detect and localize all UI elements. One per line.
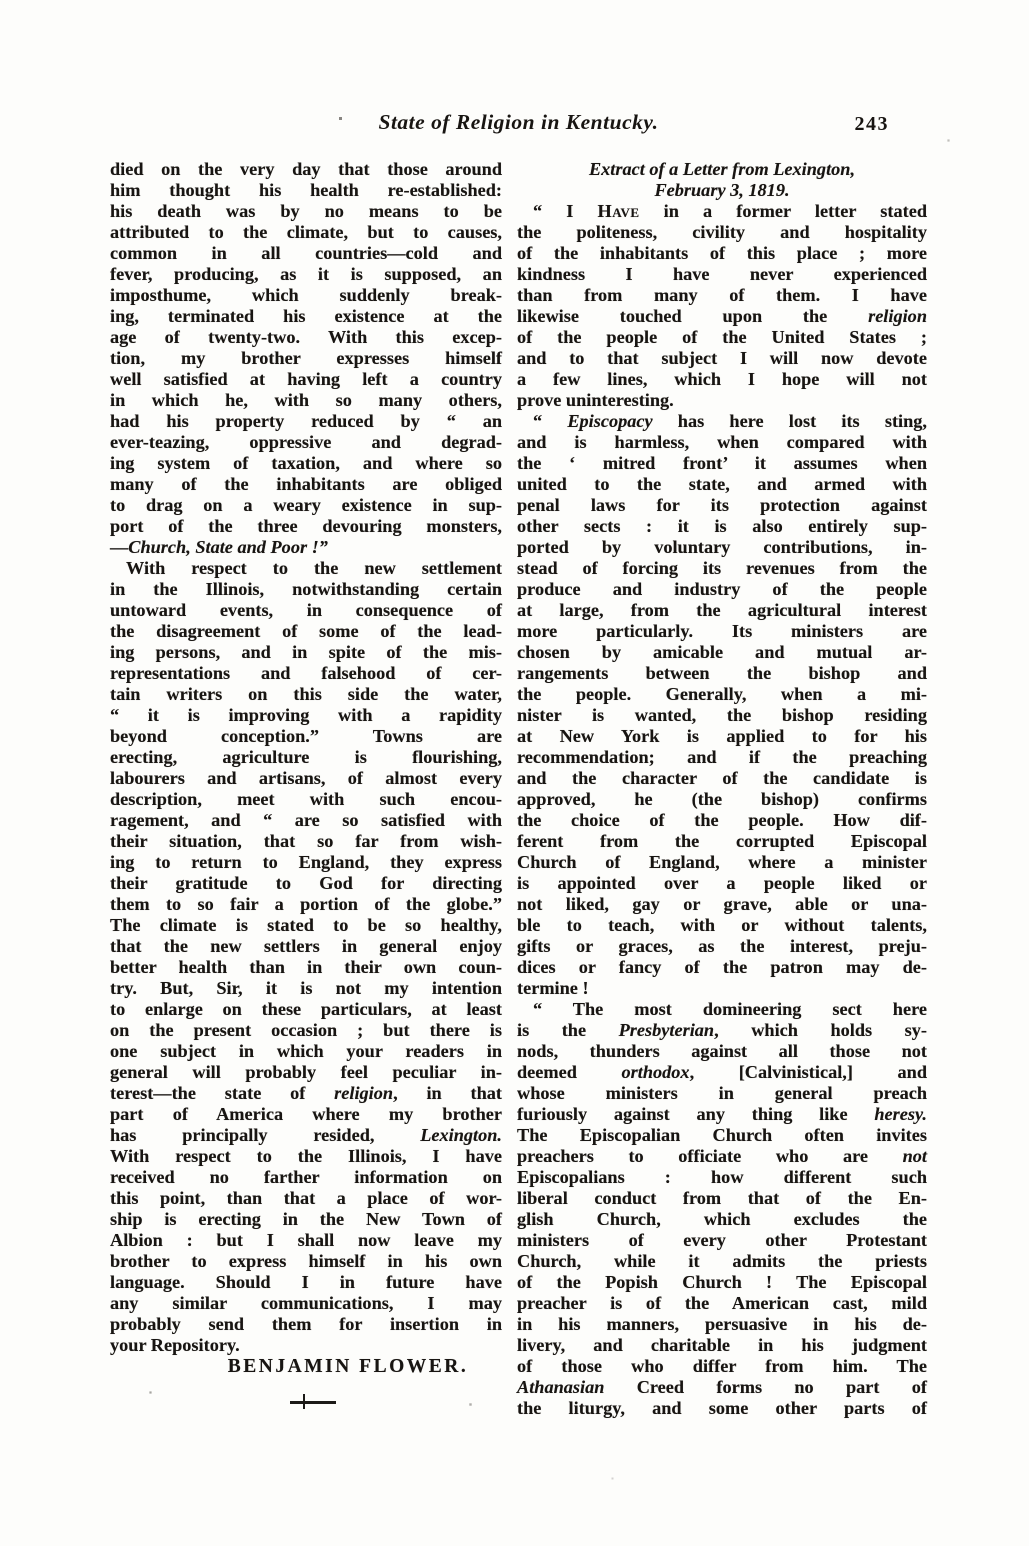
- text-segment: received no farther information on: [110, 1167, 502, 1187]
- text-line: [110, 159, 502, 180]
- text-segment: deemed: [517, 1062, 622, 1082]
- right-text-column: [517, 159, 927, 1419]
- text-segment: whose ministers in general preach: [517, 1083, 927, 1103]
- text-segment: livery, and charitable in his judgment: [517, 1335, 927, 1355]
- text-segment: , in that: [393, 1083, 502, 1103]
- text-segment: better health than in their own coun-: [110, 957, 502, 977]
- text-line: [517, 642, 927, 663]
- text-line: [517, 1230, 927, 1251]
- text-line: [517, 852, 927, 873]
- text-segment: With respect to the Illinois, I have: [110, 1146, 502, 1166]
- italic-text: Athanasian: [517, 1377, 605, 1397]
- text-segment: them to so fair a portion of the globe.”: [110, 894, 502, 914]
- text-line: [517, 663, 927, 684]
- text-line: [110, 180, 502, 201]
- text-segment: nister is wanted, the bishop residing: [517, 705, 927, 725]
- text-line: [110, 1335, 502, 1356]
- text-line: [110, 579, 502, 600]
- text-segment: is the: [517, 1020, 619, 1040]
- italic-text: religion: [334, 1083, 394, 1103]
- text-line: [110, 852, 502, 873]
- text-line: [110, 894, 502, 915]
- text-segment: the politeness, civility and hospitality: [517, 222, 927, 242]
- text-line: [517, 390, 927, 411]
- text-line: [517, 1398, 927, 1419]
- text-segment: try. But, Sir, it is not my intention: [110, 978, 502, 998]
- text-line: [517, 999, 927, 1020]
- text-segment: is appointed over a people liked or: [517, 873, 927, 893]
- text-line: [110, 915, 502, 936]
- text-line: [517, 348, 927, 369]
- text-segment: their gratitude to God for directing: [110, 873, 502, 893]
- text-segment: ing persons, and in spite of the mis-: [110, 642, 502, 662]
- text-line: [517, 684, 927, 705]
- text-segment: untoward events, in consequence of: [110, 600, 502, 620]
- text-segment: “ I: [533, 201, 598, 221]
- text-line: [110, 1041, 502, 1062]
- text-segment: rangements between the bishop and: [517, 663, 927, 683]
- text-line: [110, 516, 502, 537]
- text-segment: labourers and artisans, of almost every: [110, 768, 502, 788]
- small-caps-text: Have: [597, 201, 640, 221]
- text-segment: of the inhabitants of this place ; more: [517, 243, 927, 263]
- text-segment: beyond conception.” Towns are: [110, 726, 502, 746]
- text-line: [110, 747, 502, 768]
- text-segment: glish Church, which excludes the: [517, 1209, 927, 1229]
- text-segment: Church of England, where a minister: [517, 852, 927, 872]
- text-line: [110, 222, 502, 243]
- text-segment: With respect to the new settlement: [126, 558, 502, 578]
- text-segment: ported by voluntary contributions, in-: [517, 537, 927, 557]
- italic-text: not: [902, 1146, 927, 1166]
- text-segment: gifts or graces, as the interest, preju-: [517, 936, 927, 956]
- text-line: [110, 999, 502, 1020]
- italic-text: Episcopacy: [567, 411, 653, 431]
- text-segment: tain writers on this side the water,: [110, 684, 502, 704]
- text-segment: to enlarge on these particulars, at least: [110, 999, 502, 1019]
- text-line: [517, 285, 927, 306]
- text-segment: preacher is of the American cast, mild: [517, 1293, 927, 1313]
- italic-text: Church, State and Poor !”: [128, 537, 328, 557]
- text-segment: the liturgy, and some other parts of: [517, 1398, 927, 1418]
- text-line: [517, 621, 927, 642]
- text-segment: their situation, that so far from wish-: [110, 831, 502, 851]
- text-segment: ble to teach, with or without talents,: [517, 915, 927, 935]
- text-line: [110, 600, 502, 621]
- scan-noise-speckles: [0, 0, 1, 1]
- left-text-column: [110, 159, 502, 1404]
- text-segment: of the people of the United States ;: [517, 327, 927, 347]
- text-segment: part of America where my brother: [110, 1104, 502, 1124]
- text-segment: the people. Generally, when a mi-: [517, 684, 927, 704]
- text-line: [517, 705, 927, 726]
- text-segment: had his property reduced by “ an: [110, 411, 502, 431]
- text-segment: ing, terminated his existence at the: [110, 306, 502, 326]
- text-line: [517, 159, 927, 180]
- italic-text: Presbyterian: [618, 1020, 715, 1040]
- text-line: [110, 1020, 502, 1041]
- text-segment: Creed forms no part of: [604, 1377, 927, 1397]
- text-segment: at large, from the agricultural interest: [517, 600, 927, 620]
- text-line: [517, 894, 927, 915]
- text-line: [517, 1314, 927, 1335]
- text-line: [110, 726, 502, 747]
- text-line: [110, 1272, 502, 1293]
- text-line: [110, 684, 502, 705]
- text-line: [517, 201, 927, 222]
- text-line: [110, 1167, 502, 1188]
- text-segment: chosen by amicable and mutual ar-: [517, 642, 927, 662]
- text-line: [110, 327, 502, 348]
- text-line: [517, 1020, 927, 1041]
- text-segment: ferent from the corrupted Episcopal: [517, 831, 927, 851]
- text-segment: general will probably feel peculiar in-: [110, 1062, 502, 1082]
- text-line: [110, 978, 502, 999]
- text-segment: him thought his health re-established:: [110, 180, 502, 200]
- text-line: [110, 936, 502, 957]
- text-segment: has here lost its sting,: [652, 411, 927, 431]
- text-segment: stead of forcing its revenues from the: [517, 558, 927, 578]
- text-segment: terest—the state of: [110, 1083, 335, 1103]
- italic-text: religion: [868, 306, 927, 326]
- text-line: [517, 264, 927, 285]
- text-segment: “ it is improving with a rapidity: [110, 705, 502, 725]
- text-line: [110, 453, 502, 474]
- text-segment: ragement, and “ are so satisfied with: [110, 810, 502, 830]
- text-segment: on the present occasion ; but there is: [110, 1020, 502, 1040]
- text-segment: BENJAMIN FLOWER.: [227, 1356, 469, 1377]
- text-segment: in a former letter stated: [639, 201, 927, 221]
- text-line: [517, 327, 927, 348]
- text-line: [110, 705, 502, 726]
- running-title: State of Religion in Kentucky.: [378, 110, 659, 134]
- text-segment: attributed to the climate, but to causes,: [110, 222, 502, 242]
- text-segment: at New York is applied to for his: [517, 726, 927, 746]
- text-segment: ever-teazing, oppressive and degrad-: [110, 432, 502, 452]
- text-segment: termine !: [517, 978, 589, 998]
- text-segment: ministers of every other Protestant: [517, 1230, 927, 1250]
- text-segment: tion, my brother expresses himself: [110, 348, 502, 368]
- text-segment: in his manners, persuasive in his de-: [517, 1314, 927, 1334]
- italic-text: Extract of a Letter from Lexington,: [588, 159, 856, 179]
- text-line: [110, 558, 502, 579]
- text-line: [110, 201, 502, 222]
- text-line: [110, 789, 502, 810]
- text-segment: the ‘ mitred front’ it assumes when: [517, 453, 927, 473]
- text-segment: kindness I have never experienced: [517, 264, 927, 284]
- text-segment: a few lines, which I hope will not: [517, 369, 927, 389]
- text-line: [110, 537, 502, 558]
- text-line: [110, 495, 502, 516]
- text-line: [517, 978, 927, 999]
- text-line: [110, 264, 502, 285]
- text-line: [110, 768, 502, 789]
- text-segment: well satisfied at having left a country: [110, 369, 502, 389]
- text-segment: many of the inhabitants are obliged: [110, 474, 502, 494]
- text-line: [517, 579, 927, 600]
- section-divider-rule: [290, 1401, 336, 1404]
- italic-text: Lexington.: [420, 1125, 502, 1145]
- text-line: [517, 726, 927, 747]
- text-segment: —: [110, 537, 129, 557]
- text-line: [517, 1167, 927, 1188]
- text-segment: description, meet with such encou-: [110, 789, 502, 809]
- text-line: [110, 642, 502, 663]
- signature-line: [110, 1356, 502, 1377]
- text-segment: that the new settlers in general enjoy: [110, 936, 502, 956]
- text-segment: dices or fancy of the patron may de-: [517, 957, 927, 977]
- text-segment: more particularly. Its ministers are: [517, 621, 927, 641]
- text-segment: Albion : but I shall now leave my: [110, 1230, 502, 1250]
- text-segment: any similar communications, I may: [110, 1293, 502, 1313]
- text-segment: imposthume, which suddenly break-: [110, 285, 502, 305]
- text-line: [110, 1293, 502, 1314]
- text-segment: united to the state, and armed with: [517, 474, 927, 494]
- text-line: [110, 306, 502, 327]
- text-line: [110, 390, 502, 411]
- text-segment: died on the very day that those around: [110, 159, 502, 179]
- text-line: [110, 810, 502, 831]
- text-segment: The climate is stated to be so healthy,: [110, 915, 502, 935]
- text-segment: erecting, agriculture is flourishing,: [110, 747, 502, 767]
- text-line: [110, 1083, 502, 1104]
- text-line: [110, 243, 502, 264]
- text-line: [110, 1251, 502, 1272]
- text-segment: brother to express himself in his own: [110, 1251, 502, 1271]
- text-segment: representations and falsehood of cer-: [110, 663, 502, 683]
- text-line: [110, 285, 502, 306]
- text-line: [517, 558, 927, 579]
- text-line: [517, 789, 927, 810]
- text-segment: one subject in which your readers in: [110, 1041, 502, 1061]
- text-line: [517, 873, 927, 894]
- text-line: [110, 411, 502, 432]
- text-line: [517, 1251, 927, 1272]
- text-line: [517, 222, 927, 243]
- text-segment: than from many of them. I have: [517, 285, 927, 305]
- text-segment: The Episcopalian Church often invites: [517, 1125, 927, 1145]
- text-line: [517, 537, 927, 558]
- text-segment: of those who differ from him. The: [517, 1356, 927, 1376]
- text-line: [517, 600, 927, 621]
- text-segment: fever, producing, as it is supposed, an: [110, 264, 502, 284]
- text-line: [517, 831, 927, 852]
- text-segment: in which he, with so many others,: [110, 390, 502, 410]
- text-line: [517, 747, 927, 768]
- text-segment: has principally resided,: [110, 1125, 421, 1145]
- text-line: [517, 810, 927, 831]
- page-header: [110, 110, 927, 144]
- text-line: [517, 306, 927, 327]
- text-line: [110, 1188, 502, 1209]
- text-line: [110, 873, 502, 894]
- text-segment: Episcopalians : how different such: [517, 1167, 927, 1187]
- text-segment: furiously against any thing like: [517, 1104, 875, 1124]
- text-segment: his death was by no means to be: [110, 201, 502, 221]
- text-line: [110, 621, 502, 642]
- text-line: [517, 957, 927, 978]
- text-segment: preachers to officiate who are: [517, 1146, 903, 1166]
- text-line: [517, 369, 927, 390]
- text-line: [110, 432, 502, 453]
- text-segment: prove uninteresting.: [517, 390, 674, 410]
- text-segment: language. Should I in future have: [110, 1272, 502, 1292]
- text-line: [110, 663, 502, 684]
- text-line: [517, 453, 927, 474]
- text-line: [110, 1230, 502, 1251]
- text-segment: not liked, gay or grave, able or una-: [517, 894, 927, 914]
- text-line: [517, 1041, 927, 1062]
- text-segment: your Repository.: [110, 1335, 240, 1355]
- text-line: [110, 474, 502, 495]
- text-segment: liberal conduct from that of the En-: [517, 1188, 927, 1208]
- text-line: [517, 1272, 927, 1293]
- text-segment: of the Popish Church ! The Episcopal: [517, 1272, 927, 1292]
- text-segment: ing system of taxation, and where so: [110, 453, 502, 473]
- page-number: 243: [854, 113, 889, 135]
- text-segment: approved, he (the bishop) confirms: [517, 789, 927, 809]
- text-segment: and to that subject I will now devote: [517, 348, 927, 368]
- text-line: [517, 495, 927, 516]
- text-line: [110, 831, 502, 852]
- text-line: [517, 1083, 927, 1104]
- text-segment: “: [533, 411, 568, 431]
- text-line: [517, 1335, 927, 1356]
- text-segment: , [Calvinistical,] and: [689, 1062, 927, 1082]
- text-segment: ship is erecting in the New Town of: [110, 1209, 502, 1229]
- text-segment: ing to return to England, they express: [110, 852, 502, 872]
- italic-text: orthodox: [621, 1062, 690, 1082]
- italic-text: heresy.: [874, 1104, 927, 1124]
- text-segment: port of the three devouring monsters,: [110, 516, 502, 536]
- text-line: [517, 1356, 927, 1377]
- text-line: [517, 1188, 927, 1209]
- text-line: [517, 474, 927, 495]
- text-line: [110, 348, 502, 369]
- text-line: [517, 180, 927, 201]
- text-segment: recommendation; and if the preaching: [517, 747, 927, 767]
- text-line: [517, 411, 927, 432]
- text-line: [517, 1104, 927, 1125]
- text-segment: to drag on a weary existence in sup-: [110, 495, 502, 515]
- text-line: [517, 768, 927, 789]
- italic-text: February 3, 1819.: [654, 180, 790, 200]
- text-segment: and is harmless, when compared with: [517, 432, 927, 452]
- text-segment: probably send them for insertion in: [110, 1314, 502, 1334]
- text-segment: penal laws for its protection against: [517, 495, 927, 515]
- text-segment: age of twenty-two. With this excep-: [110, 327, 502, 347]
- text-line: [110, 1314, 502, 1335]
- text-segment: and the character of the candidate is: [517, 768, 927, 788]
- text-line: [110, 1125, 502, 1146]
- text-segment: , which holds sy-: [714, 1020, 927, 1040]
- text-line: [110, 1209, 502, 1230]
- text-line: [110, 1062, 502, 1083]
- text-line: [517, 516, 927, 537]
- text-line: [110, 1104, 502, 1125]
- text-line: [517, 1062, 927, 1083]
- text-segment: Church, while it admits the priests: [517, 1251, 927, 1271]
- text-line: [517, 936, 927, 957]
- text-line: [517, 1209, 927, 1230]
- text-segment: in the Illinois, notwithstanding certain: [110, 579, 502, 599]
- text-segment: likewise touched upon the: [517, 306, 869, 326]
- text-segment: produce and industry of the people: [517, 579, 927, 599]
- text-line: [517, 915, 927, 936]
- text-line: [517, 1377, 927, 1398]
- text-line: [517, 1125, 927, 1146]
- text-segment: other sects : it is also entirely sup-: [517, 516, 927, 536]
- text-line: [110, 369, 502, 390]
- text-segment: nods, thunders against all those not: [517, 1041, 927, 1061]
- text-line: [517, 243, 927, 264]
- text-segment: the disagreement of some of the lead-: [110, 621, 502, 641]
- text-segment: “ The most domineering sect here: [533, 999, 927, 1019]
- text-line: [517, 432, 927, 453]
- text-line: [110, 1146, 502, 1167]
- text-line: [517, 1146, 927, 1167]
- text-line: [517, 1293, 927, 1314]
- text-line: [110, 957, 502, 978]
- text-segment: common in all countries—cold and: [110, 243, 502, 263]
- text-segment: the choice of the people. How dif-: [517, 810, 927, 830]
- text-segment: this point, than that a place of wor-: [110, 1188, 502, 1208]
